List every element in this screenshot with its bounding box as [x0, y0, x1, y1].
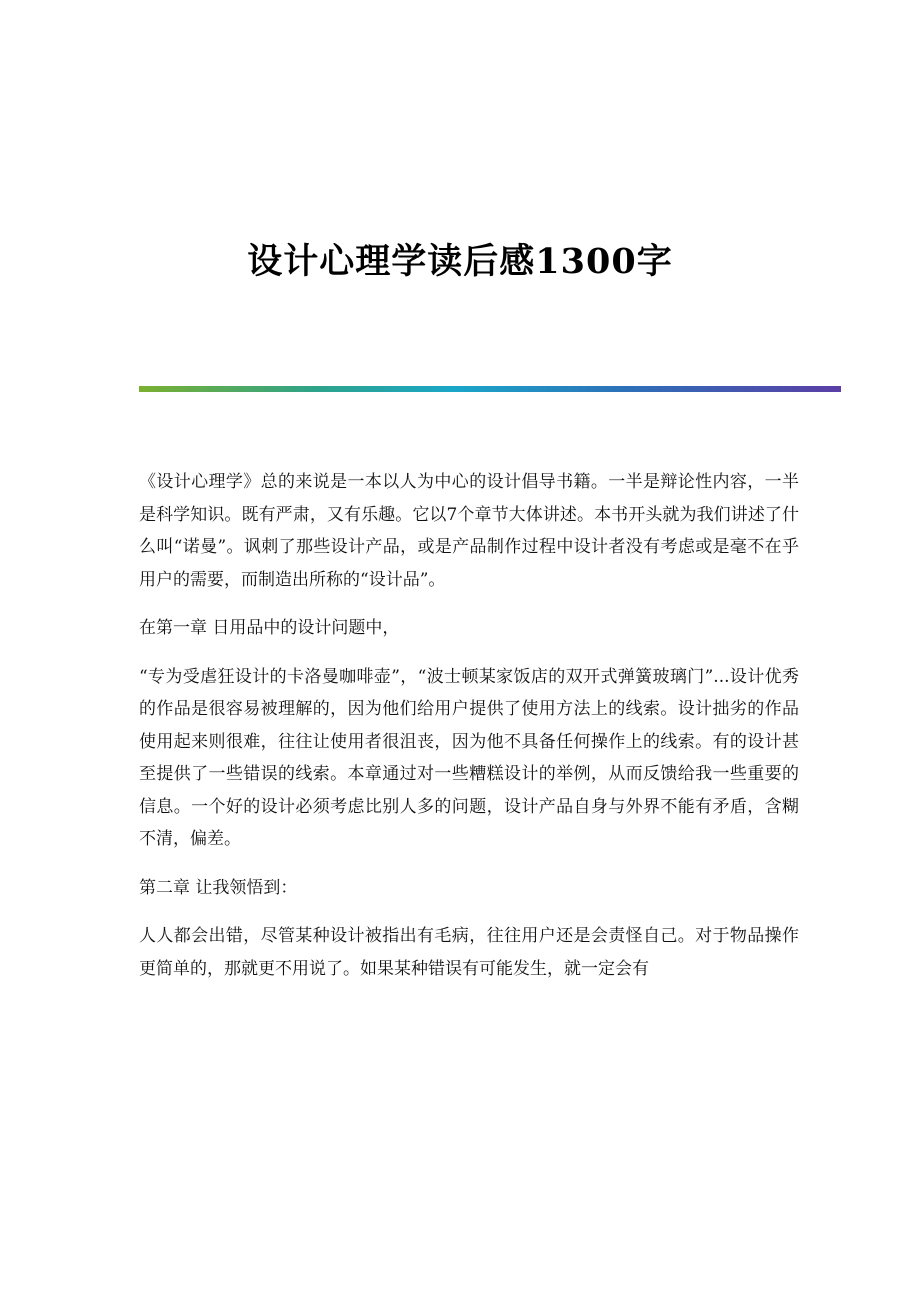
title-divider — [139, 386, 841, 392]
document-title: 设计心理学读后感1300字 — [247, 241, 673, 283]
paragraph-intro: 《设计心理学》总的来说是一本以人为中心的设计倡导书籍。一半是辩论性内容，一半是科学知识。既有严肃，又有乐趣。它以7个章节大体讲述。本书开头就为我们讲述了什么叫“诺曼”。讽刺了那些设计产品，或是产品制作过程中设计者没有考虑或是毫不在乎用户的需要，而制造出所称的“设计品”。 — [139, 472, 799, 590]
paragraph-chapter-one-heading: 在第一章 日用品中的设计问题中， — [139, 618, 400, 638]
paragraph-chapter-two: 人人都会出错，尽管某种设计被指出有毛病，往往用户还是会责怪自己。对于物品操作更简单的，那就更不用说了。如果某种错误有可能发生，就一定会有 — [139, 926, 799, 979]
paragraph-chapter-two-heading: 第二章 让我领悟到： — [139, 877, 298, 898]
paragraph-chapter-one: “专为受虐狂设计的卡洛曼咖啡壶”，“波士顿某家饭店的双开式弹簧玻璃门”...设计优秀的作品是很容易被理解的，因为他们给用户提供了使用方法上的线索。设计拙劣的作品使用起来则很难，往往让使用者很沮丧，因为他不具备任何操作上的线索。有的设计甚至提供了一些错误的线索。本章通过对一些糟糕设计的举例，从而反馈给我一些重要的信息。一个好的设计必须考虑比别人多的问题，设计产品自身与外界不能有矛盾，含糊不清，偏差。 — [139, 666, 799, 849]
document-body — [139, 466, 799, 1001]
